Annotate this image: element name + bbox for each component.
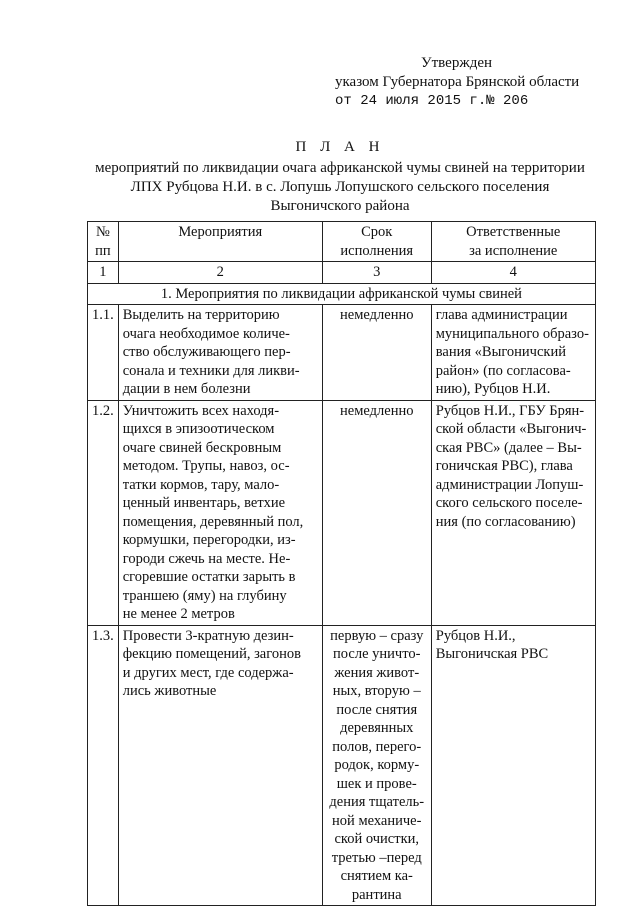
row-term: первую – сразу после уничто- жения живот- ных, вторую – после снятия деревянных полов, перего- родок, корму- шек и прове- дения тщатель- ной механиче- ской очистки, третью –перед снятием ка- рантина bbox=[322, 625, 431, 906]
table-row bbox=[88, 400, 596, 625]
row-responsible: Рубцов Н.И., ГБУ Брян- ской области «Выгонич- ская РВС» (далее – Вы- гоничская РВС), глава администрации Лопуш- ского сельского поселе- ния (по согласованию) bbox=[431, 400, 595, 625]
section-title: 1. Мероприятия по ликвидации африканской чумы свиней bbox=[88, 283, 596, 305]
approval-line-3: от 24 июля 2015 г.№ 206 bbox=[335, 93, 529, 109]
col-number-1: 1 bbox=[88, 262, 119, 284]
column-number-row bbox=[88, 262, 596, 284]
row-num: 1.3. bbox=[88, 625, 119, 906]
row-responsible: глава администрации муниципального образо- вания «Выгоничский район» (по согласова- нию), Рубцов Н.И. bbox=[431, 305, 595, 401]
plan-title-line-1: мероприятий по ликвидации очага африканской чумы свиней на территории bbox=[95, 160, 585, 176]
table-row bbox=[88, 625, 596, 906]
plan-title bbox=[60, 138, 620, 216]
header-responsible: Ответственные за исполнение bbox=[431, 222, 595, 262]
approval-line-2: указом Губернатора Брянской области bbox=[335, 74, 580, 90]
row-term: немедленно bbox=[322, 400, 431, 625]
row-event: Провести 3-кратную дезин- фекцию помещений, загонов и других мест, где содержа- лись животные bbox=[118, 625, 322, 906]
section-row bbox=[88, 283, 596, 305]
col-number-2: 2 bbox=[118, 262, 322, 284]
row-event: Уничтожить всех находя- щихся в эпизоотическом очаге свиней бескровным методом. Трупы, навоз, ос- татки кормов, тару, мало- ценный инвентарь, ветхие помещения, деревянный пол, кормушки, перегородки, из- городи сжечь на месте. Не- сгоревшие остатки зарыть в траншею (яму) на глубину не менее 2 метров bbox=[118, 400, 322, 625]
row-num: 1.2. bbox=[88, 400, 119, 625]
row-responsible: Рубцов Н.И., Выгоничская РВС bbox=[431, 625, 595, 906]
table-header-row bbox=[88, 222, 596, 262]
plan-title-line-3: Выгоничского района bbox=[270, 198, 410, 214]
table-row bbox=[88, 305, 596, 401]
header-event: Мероприятия bbox=[118, 222, 322, 262]
plan-heading: П Л А Н bbox=[295, 139, 385, 155]
plan-title-line-2: ЛПХ Рубцова Н.И. в с. Лопушь Лопушского сельского поселения bbox=[130, 179, 550, 195]
col-number-4: 4 bbox=[431, 262, 595, 284]
approval-block bbox=[335, 54, 579, 111]
col-number-3: 3 bbox=[322, 262, 431, 284]
approval-line-1: Утвержден bbox=[421, 55, 493, 71]
header-num: № пп bbox=[88, 222, 119, 262]
header-term: Срок исполнения bbox=[322, 222, 431, 262]
row-term: немедленно bbox=[322, 305, 431, 401]
row-num: 1.1. bbox=[88, 305, 119, 401]
row-event: Выделить на территорию очага необходимое количе- ство обслуживающего пер- сонала и техники для ликви- дации в нем болезни bbox=[118, 305, 322, 401]
plan-table bbox=[87, 221, 596, 906]
